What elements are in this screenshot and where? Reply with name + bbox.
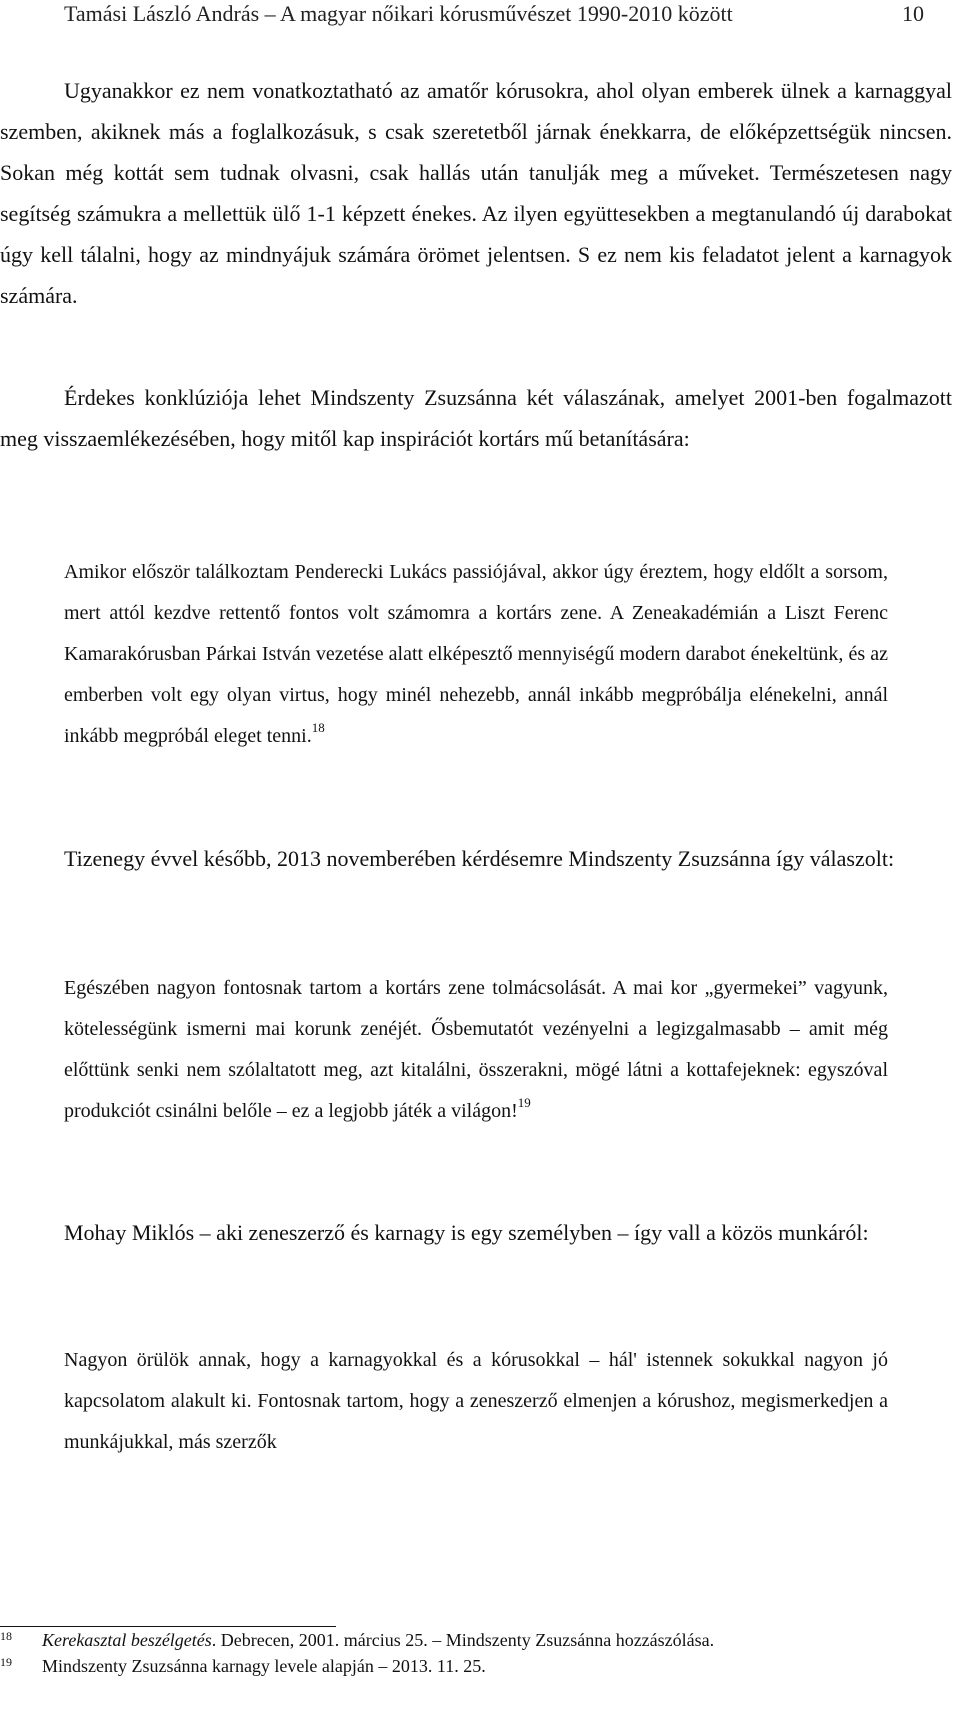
footnote-rest: . Debrecen, 2001. március 25. – Mindszenty Zsuzsánna hozzászólása. bbox=[211, 1630, 715, 1650]
block-quote-2 bbox=[0, 968, 952, 1132]
quote-body: Amikor először találkoztam Penderecki Lukács passiójával, akkor úgy éreztem, hogy eldőlt a sorsom, mert attól kezdve rettentő fontos volt számomra a kortárs zene. A Zeneakadémián a Liszt Ferenc Kamarakórusban Párkai István vezetése alatt elképesztő mennyiségű modern darabot énekeltünk, és az emberben volt egy olyan virtus, hogy minél nehezebb, annál inkább megpróbálja elénekelni, annál inkább megpróbál eleget tenni. bbox=[64, 561, 888, 747]
paragraph-4 bbox=[0, 1212, 952, 1253]
footnote-18 bbox=[0, 1627, 952, 1653]
page-number: 10 bbox=[902, 1, 924, 26]
footnote-text bbox=[42, 1653, 486, 1679]
paragraph-text: Mohay Miklós – aki zeneszerző és karnagy is egy személyben – így vall a közös munkáról: bbox=[64, 1220, 869, 1245]
paragraph-text: Ugyanakkor ez nem vonatkoztatható az amatőr kórusokra, ahol olyan emberek ülnek a karnaggyal szemben, akiknek más a foglalkozásuk, s csak szeretetből járnak énekkarra, de előképzettségük nincsen. Sokan még kottát sem tudnak olvasni, csak hallás után tanulják meg a műveket. Természetesen nagy segítség számukra a mellettük ülő 1-1 képzett énekes. Az ilyen együttesekben a megtanulandó új darabokat úgy kell tálalni, hogy az mindnyájuk számára örömet jelentsen. S ez nem kis feladatot jelent a karnagyok számára. bbox=[0, 78, 952, 308]
footnote-text bbox=[42, 1627, 714, 1653]
block-quote-3 bbox=[0, 1340, 952, 1463]
running-header bbox=[64, 0, 924, 28]
paragraph-1 bbox=[0, 70, 952, 316]
quote-text bbox=[0, 968, 952, 1132]
paragraph-text: Érdekes konklúziója lehet Mindszenty Zsuzsánna két válaszának, amelyet 2001-ben fogalmazott meg visszaemlékezésében, hogy mitől kap inspirációt kortárs mű betanítására: bbox=[0, 385, 952, 451]
footnote-title: Kerekasztal beszélgetés bbox=[42, 1630, 212, 1650]
paragraph-2 bbox=[0, 377, 952, 459]
footnote-rest: Mindszenty Zsuzsánna karnagy levele alapján – 2013. 11. 25. bbox=[42, 1656, 486, 1676]
footnote-number: 19 bbox=[0, 1655, 12, 1669]
quote-text bbox=[0, 552, 952, 757]
paragraph-text: Tizenegy évvel később, 2013 novemberében kérdésemre Mindszenty Zsuzsánna így válaszolt: bbox=[64, 846, 895, 871]
footnote-ref-18[interactable]: 18 bbox=[311, 720, 325, 736]
block-quote-1 bbox=[0, 552, 952, 757]
footnote-number: 18 bbox=[0, 1629, 12, 1643]
running-title: Tamási László András – A magyar nőikari kórusművészet 1990-2010 között bbox=[64, 1, 733, 26]
footnotes bbox=[0, 1626, 952, 1679]
paragraph-3 bbox=[0, 838, 952, 879]
quote-body: Egészében nagyon fontosnak tartom a kortárs zene tolmácsolását. A mai kor „gyermekei” vagyunk, kötelességünk ismerni mai korunk zenéjét. Ősbemutatót vezényelni a legizgalmasabb – amit még előttünk senki nem szólaltatott meg, azt kitalálni, összerakni, mögé látni a kottafejeknek: egyszóval produkciót csinálni belőle – ez a legjobb játék a világon! bbox=[64, 977, 888, 1122]
footnote-ref-19[interactable]: 19 bbox=[517, 1095, 531, 1111]
footnote-19 bbox=[0, 1653, 952, 1679]
quote-text: Nagyon örülök annak, hogy a karnagyokkal és a kórusokkal – hál' istennek sokukkal nagyon jó kapcsolatom alakult ki. Fontosnak tartom, hogy a zeneszerző elmenjen a kórushoz, megismerkedjen a munkájukkal, más szerzők bbox=[64, 1349, 888, 1453]
